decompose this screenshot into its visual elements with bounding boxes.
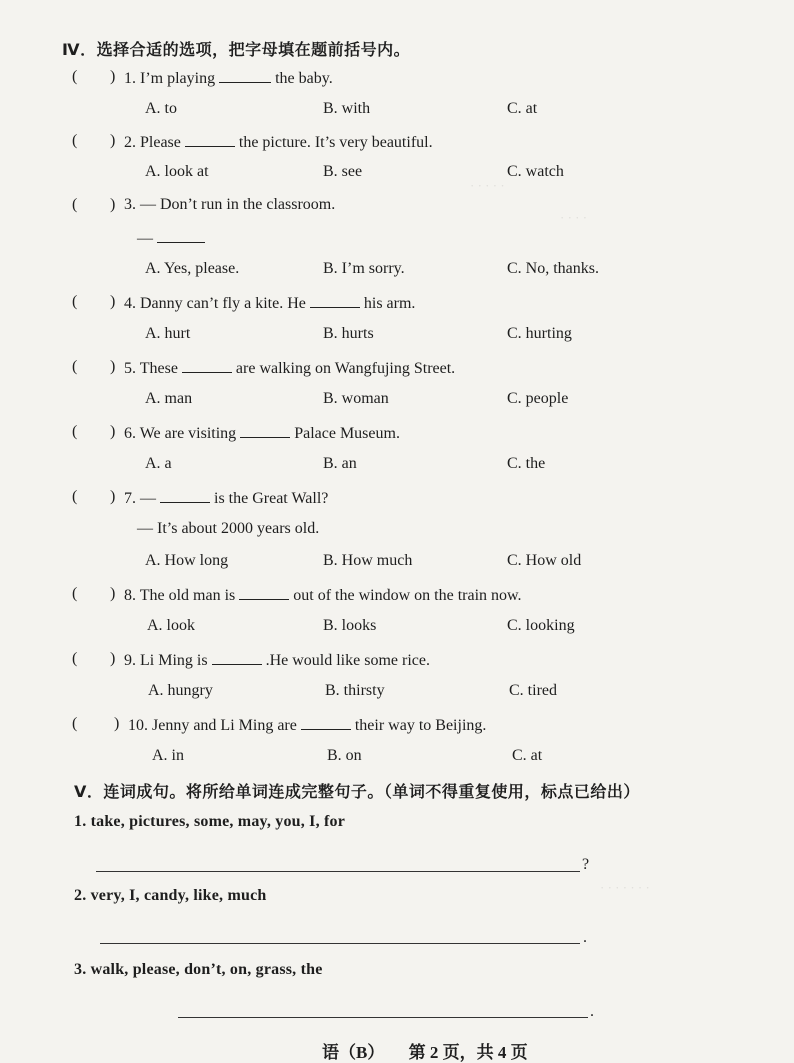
question-4 bbox=[72, 293, 772, 319]
question-text-before: — bbox=[140, 490, 156, 507]
word-list-3: 3. walk, please, don’t, on, grass, the bbox=[74, 961, 323, 978]
option-b: B. How much bbox=[323, 552, 413, 569]
question-5 bbox=[72, 358, 772, 384]
answer-paren-close: ) bbox=[110, 358, 116, 375]
answer-paren-open: ( bbox=[72, 715, 78, 732]
footer-subject-fragment: 语（B） bbox=[322, 1043, 385, 1062]
option-c: C. No, thanks. bbox=[507, 260, 599, 277]
question-stem bbox=[124, 358, 455, 378]
answer-paren-close: ) bbox=[110, 423, 116, 440]
option-c: C. tired bbox=[509, 682, 557, 699]
question-number: 3. bbox=[124, 196, 136, 213]
question-number: 9. bbox=[124, 652, 136, 669]
question-text-after: the picture. It’s very beautiful. bbox=[238, 134, 433, 151]
option-b: B. an bbox=[323, 455, 357, 472]
fill-blank bbox=[240, 423, 290, 438]
question-7-response-line: — It’s about 2000 years old. bbox=[137, 520, 320, 537]
question-number: 7. bbox=[124, 490, 136, 507]
option-b: B. woman bbox=[323, 390, 389, 407]
word-list-2: 2. very, I, candy, like, much bbox=[74, 887, 267, 904]
question-stem bbox=[124, 293, 415, 313]
word-list-1: 1. take, pictures, some, may, you, I, for bbox=[74, 813, 345, 830]
option-a: A. a bbox=[145, 455, 172, 472]
question-text-after: his arm. bbox=[363, 295, 416, 312]
fill-blank bbox=[219, 68, 271, 83]
option-c: C. people bbox=[507, 390, 569, 407]
question-text-before: I’m playing bbox=[140, 70, 216, 87]
question-text-before: Danny can’t fly a kite. He bbox=[140, 295, 306, 312]
question-text-before: We are visiting bbox=[139, 425, 237, 442]
question-8 bbox=[72, 585, 772, 611]
answer-paren-close: ) bbox=[110, 196, 116, 213]
question-stem bbox=[124, 196, 335, 214]
question-stem bbox=[124, 650, 430, 670]
question-number: 6. bbox=[124, 425, 136, 442]
question-text-after: the baby. bbox=[275, 70, 333, 87]
question-2 bbox=[72, 132, 772, 158]
bleed-through-text: · · · · · bbox=[470, 178, 505, 193]
question-9 bbox=[72, 650, 772, 676]
fill-blank bbox=[185, 132, 235, 147]
option-b: B. thirsty bbox=[325, 682, 385, 699]
question-number: 10. bbox=[128, 717, 148, 734]
bleed-through-text: · · · · bbox=[560, 210, 588, 225]
section-4-title: Ⅳ．选择合适的选项，把字母填在题前括号内。 bbox=[62, 40, 411, 59]
question-text-after: their way to Beijing. bbox=[354, 717, 487, 734]
answer-paren-close: ) bbox=[110, 585, 116, 602]
fill-blank bbox=[182, 358, 232, 373]
answer-paren-close: ) bbox=[110, 293, 116, 310]
section-5-title: Ⅴ．连词成句。将所给单词连成完整句子。（单词不得重复使用，标点已给出） bbox=[74, 782, 640, 801]
answer-paren-close: ) bbox=[114, 715, 120, 732]
option-c: C. looking bbox=[507, 617, 575, 634]
fill-blank bbox=[310, 293, 360, 308]
question-number: 2. bbox=[124, 134, 136, 151]
question-3-response-line bbox=[137, 228, 205, 248]
fill-blank bbox=[157, 228, 205, 243]
option-a: A. man bbox=[145, 390, 193, 407]
option-a: A. look at bbox=[145, 163, 209, 180]
option-c: C. the bbox=[507, 455, 546, 472]
answer-punctuation-2: . bbox=[583, 929, 587, 946]
option-a: A. How long bbox=[145, 552, 229, 569]
answer-paren-open: ( bbox=[72, 585, 78, 602]
answer-paren-open: ( bbox=[72, 358, 78, 375]
question-text-before: Please bbox=[140, 134, 181, 151]
option-c: C. How old bbox=[507, 552, 582, 569]
fill-blank bbox=[239, 585, 289, 600]
answer-paren-close: ) bbox=[110, 132, 116, 149]
answer-punctuation-1: ? bbox=[582, 856, 590, 873]
option-b: B. looks bbox=[323, 617, 377, 634]
fill-blank bbox=[301, 715, 351, 730]
question-text-after: is the Great Wall? bbox=[214, 490, 329, 507]
answer-paren-open: ( bbox=[72, 196, 78, 213]
question-stem bbox=[124, 585, 522, 605]
question-10 bbox=[72, 715, 772, 741]
option-c: C. at bbox=[507, 100, 538, 117]
question-stem bbox=[124, 132, 433, 152]
option-a: A. hungry bbox=[148, 682, 213, 699]
question-text-after: out of the window on the train now. bbox=[293, 587, 522, 604]
question-text-before: These bbox=[139, 360, 178, 377]
question-stem bbox=[128, 715, 486, 735]
answer-line-2 bbox=[100, 943, 580, 944]
option-c: C. hurting bbox=[507, 325, 572, 342]
option-b: B. on bbox=[327, 747, 362, 764]
option-b: B. see bbox=[323, 163, 363, 180]
answer-paren-open: ( bbox=[72, 423, 78, 440]
answer-paren-open: ( bbox=[72, 132, 78, 149]
option-c: C. watch bbox=[507, 163, 564, 180]
question-text-after: are walking on Wangfujing Street. bbox=[235, 360, 456, 377]
answer-paren-open: ( bbox=[72, 293, 78, 310]
question-stem bbox=[124, 423, 400, 443]
question-text-before: — Don’t run in the classroom. bbox=[140, 196, 336, 213]
question-text-after: .He would like some rice. bbox=[265, 652, 430, 669]
question-number: 4. bbox=[124, 295, 136, 312]
question-text-after: Palace Museum. bbox=[294, 425, 400, 442]
question-7 bbox=[72, 488, 772, 514]
question-6 bbox=[72, 423, 772, 449]
bleed-through-text: · · · · · · · bbox=[600, 880, 650, 895]
fill-blank bbox=[160, 488, 210, 503]
page-footer bbox=[322, 1038, 528, 1063]
answer-paren-open: ( bbox=[72, 650, 78, 667]
question-text-before: Li Ming is bbox=[140, 652, 208, 669]
option-b: B. with bbox=[323, 100, 371, 117]
option-a: A. hurt bbox=[145, 325, 191, 342]
answer-line-3 bbox=[178, 1017, 588, 1018]
dialogue-dash: — bbox=[137, 230, 153, 247]
question-stem bbox=[124, 488, 328, 508]
question-text-before: Jenny and Li Ming are bbox=[152, 717, 297, 734]
option-a: A. in bbox=[152, 747, 184, 764]
answer-punctuation-3: . bbox=[590, 1003, 594, 1020]
answer-paren-close: ) bbox=[110, 488, 116, 505]
question-text-before: The old man is bbox=[139, 587, 236, 604]
option-c: C. at bbox=[512, 747, 543, 764]
answer-paren-open: ( bbox=[72, 488, 78, 505]
page-number: 第 2 页，共 4 页 bbox=[408, 1043, 528, 1062]
option-b: B. I’m sorry. bbox=[323, 260, 405, 277]
option-a: A. look bbox=[147, 617, 195, 634]
question-number: 5. bbox=[124, 360, 136, 377]
answer-paren-close: ) bbox=[110, 650, 116, 667]
question-3 bbox=[72, 196, 772, 222]
fill-blank bbox=[212, 650, 262, 665]
question-1 bbox=[72, 68, 772, 94]
option-b: B. hurts bbox=[323, 325, 374, 342]
question-stem bbox=[124, 68, 333, 88]
answer-paren-close: ) bbox=[110, 68, 116, 85]
option-a: A. Yes, please. bbox=[145, 260, 240, 277]
question-number: 8. bbox=[124, 587, 136, 604]
option-a: A. to bbox=[145, 100, 177, 117]
answer-line-1 bbox=[96, 871, 580, 872]
question-number: 1. bbox=[124, 70, 136, 87]
answer-paren-open: ( bbox=[72, 68, 78, 85]
